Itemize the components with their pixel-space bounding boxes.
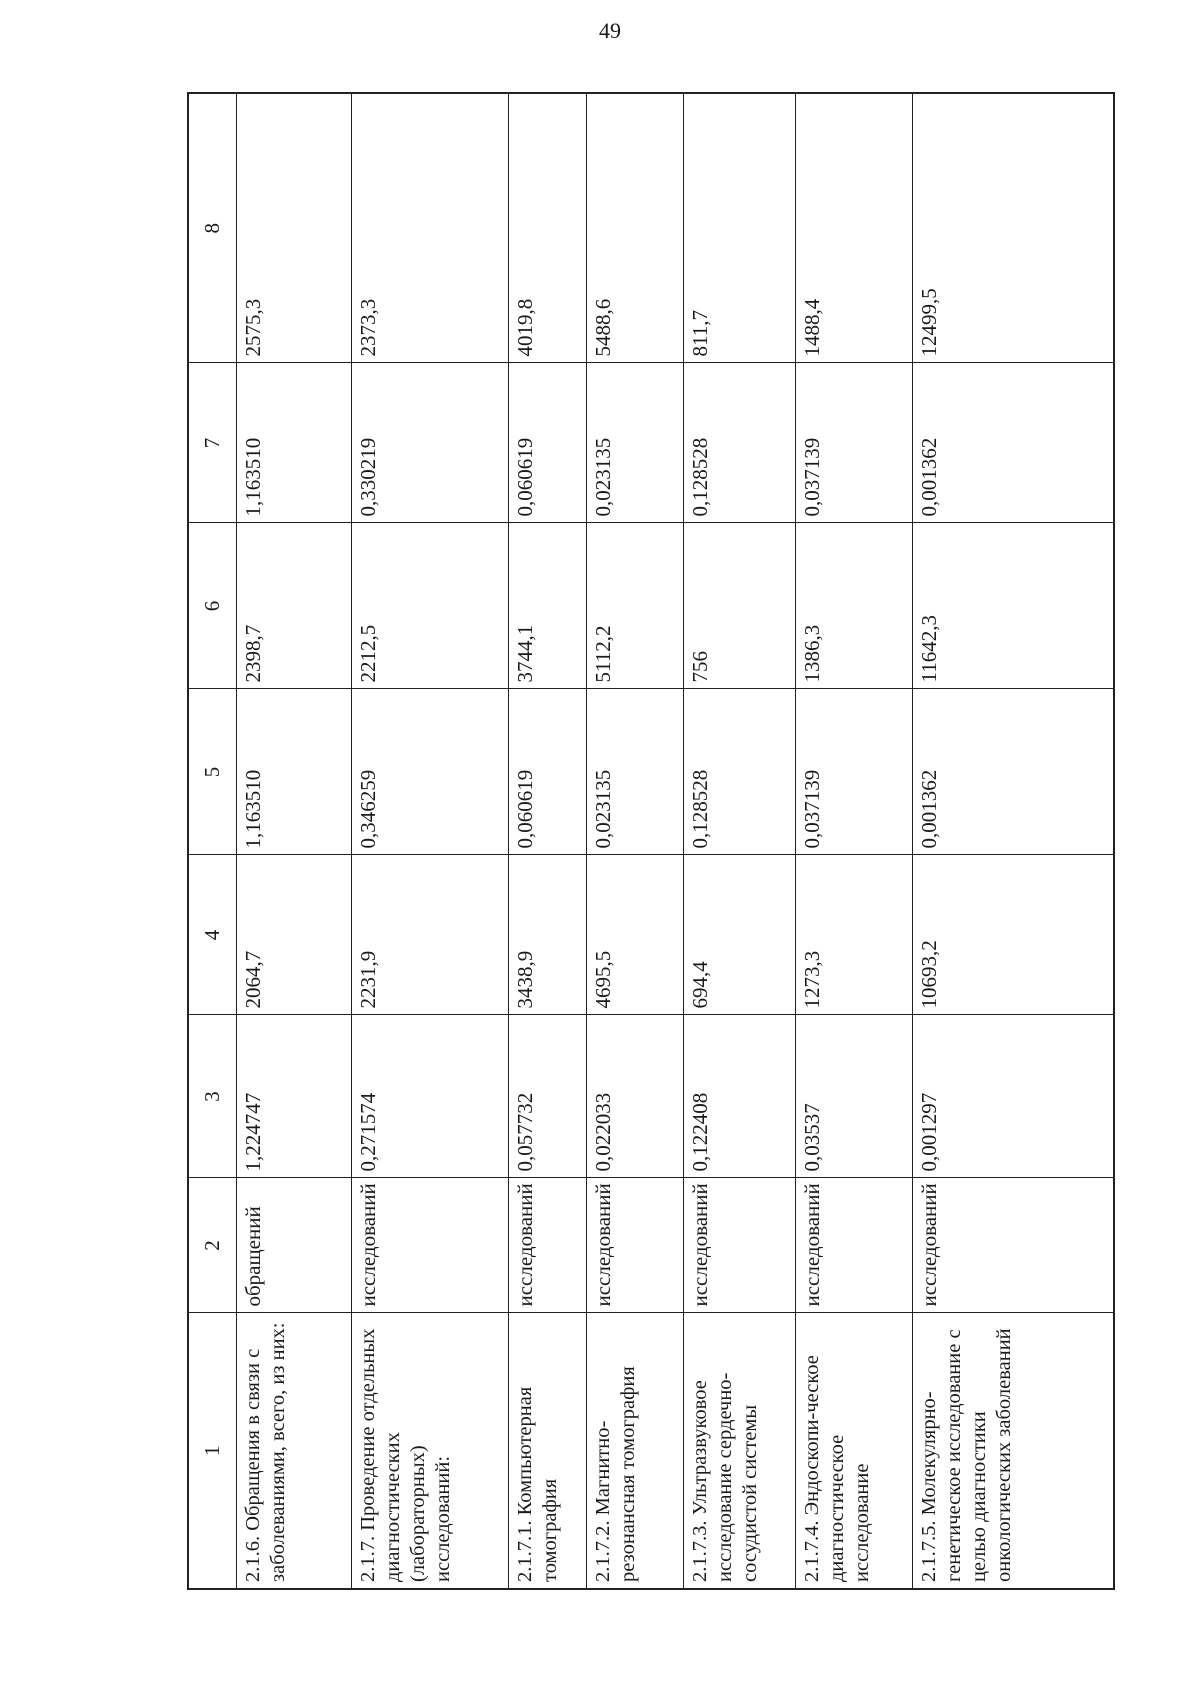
row-name-cell: 2.1.7.1. Компьютерная томография [508, 1313, 587, 1589]
value-cell: 4019,8 [508, 93, 587, 363]
row-name-cell: 2.1.7.3. Ультразвуковое исследование сердечно-сосудистой системы [683, 1313, 795, 1589]
table-row [237, 93, 351, 1589]
value-cell: 0,037139 [795, 363, 912, 523]
value-cell: 2575,3 [237, 93, 351, 363]
table-row [587, 93, 683, 1589]
value-cell: 0,023135 [587, 689, 683, 855]
value-cell: 3744,1 [508, 523, 587, 689]
page-number: 49 [599, 18, 621, 43]
value-cell: 5488,6 [587, 93, 683, 363]
value-cell: 694,4 [683, 855, 795, 1015]
row-name-cell: 2.1.6. Обращения в связи с заболеваниями, всего, из них: [237, 1313, 351, 1589]
value-cell: 2231,9 [351, 855, 508, 1015]
value-cell: 5112,2 [587, 523, 683, 689]
row-name-cell: 2.1.7. Проведение отдельных диагностических (лабораторных) исследований: [351, 1313, 508, 1589]
value-cell: 0,128528 [683, 363, 795, 523]
value-cell: 0,001362 [912, 363, 1114, 523]
column-header: 1 [188, 1313, 237, 1589]
value-cell: 1,163510 [237, 689, 351, 855]
column-header: 8 [188, 93, 237, 363]
value-cell: 756 [683, 523, 795, 689]
value-cell: 0,001362 [912, 689, 1114, 855]
value-cell: 811,7 [683, 93, 795, 363]
value-cell: 0,022033 [587, 1015, 683, 1178]
value-cell: 0,023135 [587, 363, 683, 523]
table-row [508, 93, 587, 1589]
column-header: 6 [188, 523, 237, 689]
unit-cell: исследований [508, 1178, 587, 1313]
column-header: 7 [188, 363, 237, 523]
value-cell: 1488,4 [795, 93, 912, 363]
value-cell: 0,001297 [912, 1015, 1114, 1178]
value-cell: 0,057732 [508, 1015, 587, 1178]
table-row [683, 93, 795, 1589]
row-name-cell: 2.1.7.5. Молекулярно-генетическое исследование с целью диагностики онкологических заболеваний [912, 1313, 1114, 1589]
value-cell: 2398,7 [237, 523, 351, 689]
value-cell: 2373,3 [351, 93, 508, 363]
unit-cell: исследований [912, 1178, 1114, 1313]
value-cell: 0,060619 [508, 363, 587, 523]
value-cell: 0,128528 [683, 689, 795, 855]
value-cell: 1386,3 [795, 523, 912, 689]
unit-cell: исследований [351, 1178, 508, 1313]
value-cell: 3438,9 [508, 855, 587, 1015]
value-cell: 1273,3 [795, 855, 912, 1015]
unit-cell: исследований [587, 1178, 683, 1313]
row-name-cell: 2.1.7.2. Магнитно-резонансная томография [587, 1313, 683, 1589]
table-row [912, 93, 1114, 1589]
unit-cell: исследований [683, 1178, 795, 1313]
column-header: 2 [188, 1178, 237, 1313]
column-header: 5 [188, 689, 237, 855]
unit-cell: исследований [795, 1178, 912, 1313]
value-cell: 0,03537 [795, 1015, 912, 1178]
value-cell: 0,060619 [508, 689, 587, 855]
value-cell: 0,330219 [351, 363, 508, 523]
value-cell: 2212,5 [351, 523, 508, 689]
value-cell: 2064,7 [237, 855, 351, 1015]
value-cell: 0,037139 [795, 689, 912, 855]
column-header: 3 [188, 1015, 237, 1178]
value-cell: 11642,3 [912, 523, 1114, 689]
value-cell: 1,224747 [237, 1015, 351, 1178]
header-row [188, 93, 237, 1589]
value-cell: 0,346259 [351, 689, 508, 855]
column-header: 4 [188, 855, 237, 1015]
rotated-table-frame [187, 94, 1115, 1590]
value-cell: 12499,5 [912, 93, 1114, 363]
value-cell: 0,122408 [683, 1015, 795, 1178]
table-row [795, 93, 912, 1589]
value-cell: 1,163510 [237, 363, 351, 523]
value-cell: 0,271574 [351, 1015, 508, 1178]
value-cell: 10693,2 [912, 855, 1114, 1015]
tariff-table [187, 92, 1115, 1590]
row-name-cell: 2.1.7.4. Эндоскопи-ческое диагностическое исследование [795, 1313, 912, 1589]
value-cell: 4695,5 [587, 855, 683, 1015]
unit-cell: обращений [237, 1178, 351, 1313]
table-row [351, 93, 508, 1589]
